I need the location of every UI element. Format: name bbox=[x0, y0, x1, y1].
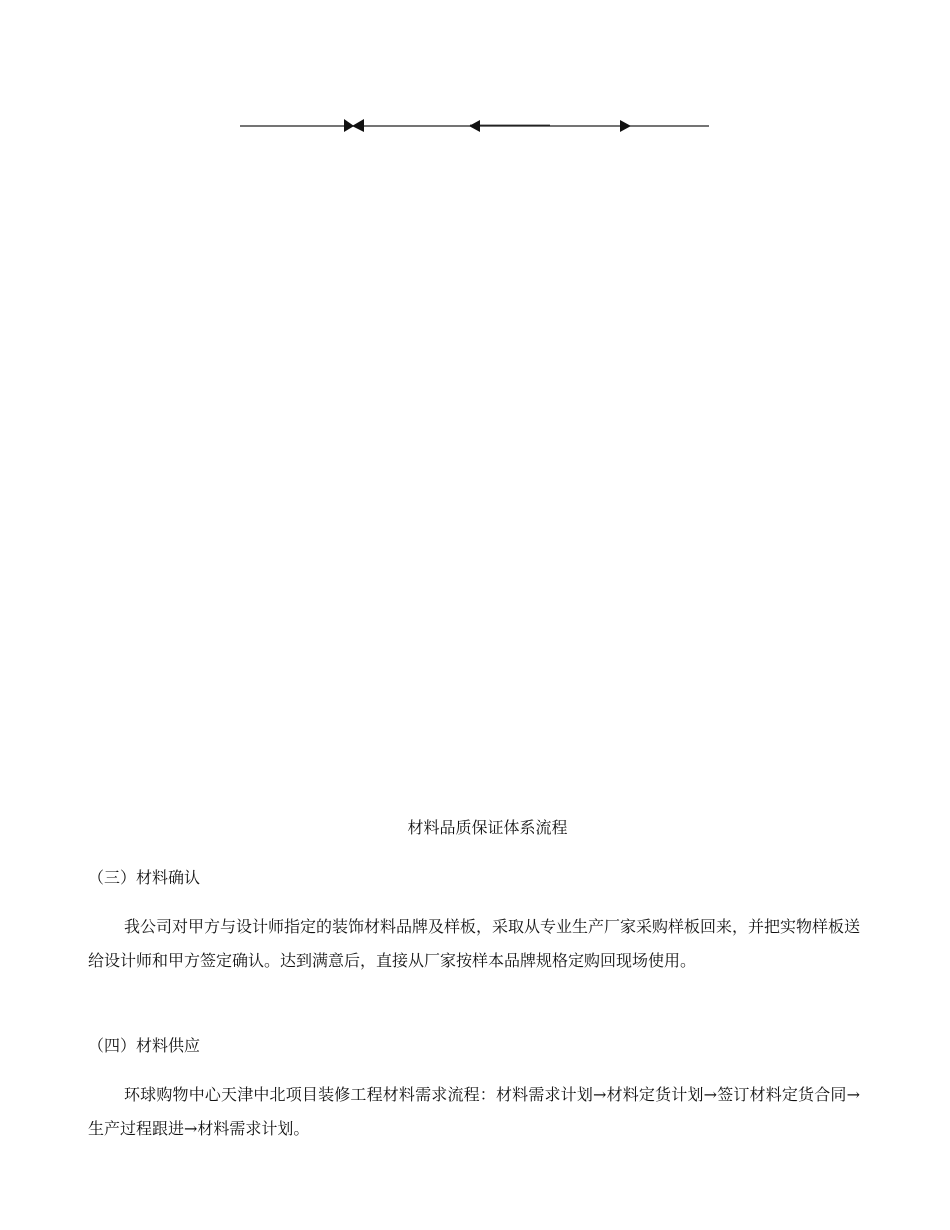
flow-connector-line bbox=[0, 0, 950, 160]
arrow-left-icon bbox=[352, 119, 364, 132]
diagram-caption: 材料品质保证体系流程 bbox=[407, 818, 568, 837]
arrow-right-icon bbox=[620, 120, 631, 132]
section-heading-material-confirmation: （三）材料确认 bbox=[88, 868, 201, 887]
paragraph-material-supply: 环球购物中心天津中北项目装修工程材料需求流程：材料需求计划→材料定货计划→签订材料定货合同→生产过程跟进→材料需求计划。 bbox=[88, 1085, 860, 1138]
arrow-left-icon bbox=[469, 120, 480, 132]
paragraph-material-confirmation: 我公司对甲方与设计师指定的装饰材料品牌及样板，采取从专业生产厂家采购样板回来，并把实物样板送给设计师和甲方签定确认。达到满意后，直接从厂家按样本品牌规格定购回现场使用。 bbox=[88, 917, 861, 970]
section-heading-material-supply: （四）材料供应 bbox=[88, 1036, 201, 1055]
arrow-right-icon bbox=[344, 119, 354, 132]
